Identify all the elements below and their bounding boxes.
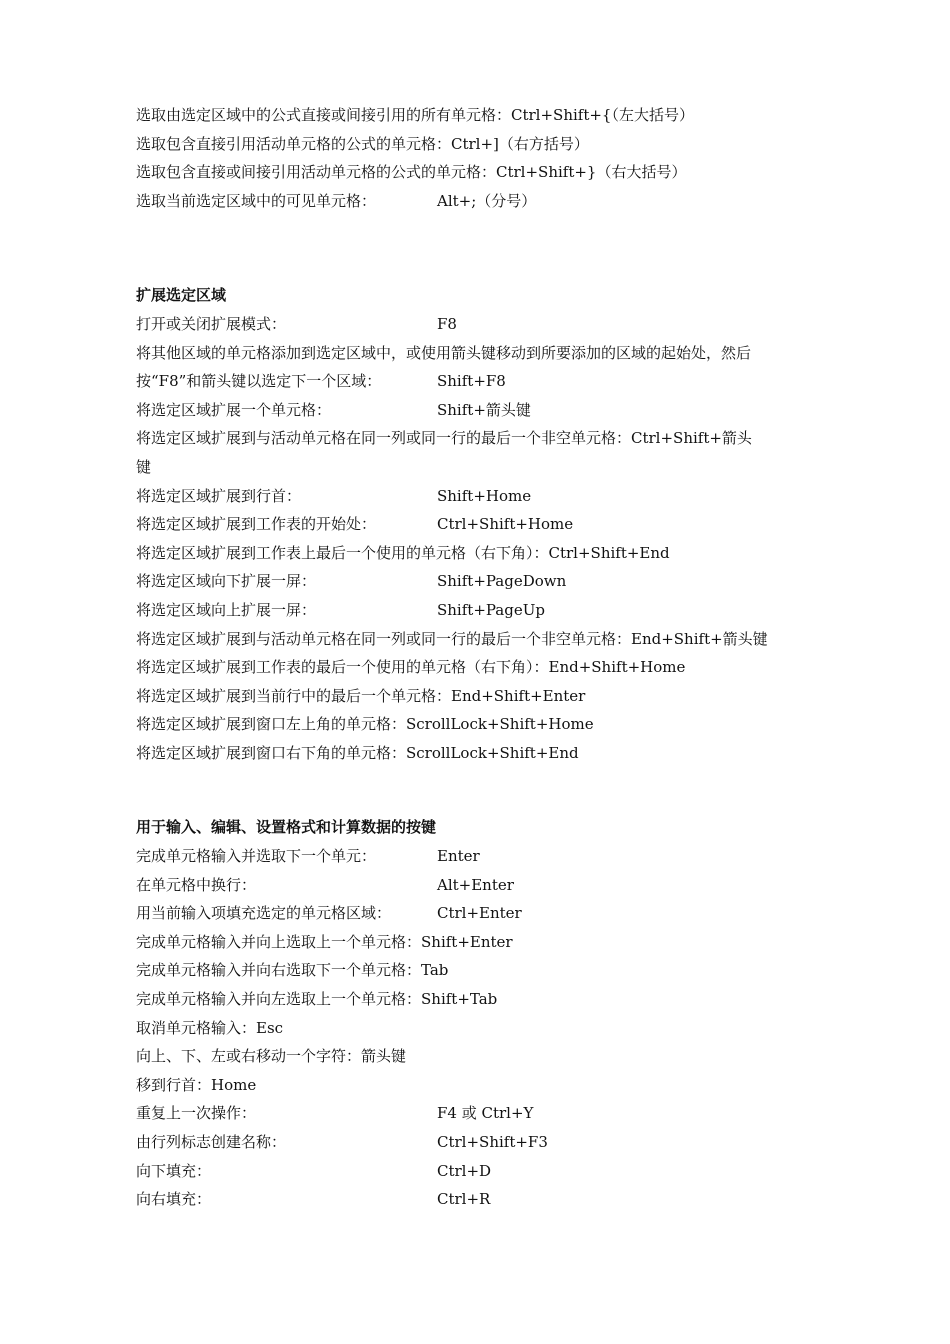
shortcut-label: 将选定区域扩展到工作表的开始处： bbox=[136, 515, 377, 534]
text-line: 向上、下、左或右移动一个字符：箭头键 bbox=[136, 1047, 407, 1066]
shortcut-label: 将选定区域向上扩展一屏： bbox=[136, 600, 317, 619]
shortcut-row bbox=[136, 482, 836, 511]
shortcut-key: Ctrl+Enter bbox=[437, 904, 522, 923]
shortcut-key: Ctrl+R bbox=[437, 1190, 491, 1209]
text-line: 选取包含直接引用活动单元格的公式的单元格：Ctrl+]（右方括号） bbox=[136, 134, 589, 153]
section-heading: 用于输入、编辑、设置格式和计算数据的按键 bbox=[136, 818, 437, 837]
text-line: 将选定区域扩展到与活动单元格在同一列或同一行的最后一个非空单元格：End+Shift+箭头键 bbox=[136, 629, 768, 648]
shortcut-row bbox=[136, 367, 836, 396]
shortcut-key: Shift+Home bbox=[437, 486, 532, 505]
text-line: 将选定区域扩展到窗口左上角的单元格：ScrollLock+Shift+Home bbox=[136, 715, 594, 734]
section-spacer bbox=[136, 215, 836, 281]
shortcut-label: 打开或关闭扩展模式： bbox=[136, 314, 287, 333]
shortcut-label: 向右填充： bbox=[136, 1190, 212, 1209]
section-spacer bbox=[136, 767, 836, 813]
shortcut-row bbox=[136, 396, 836, 425]
text-line: 将选定区域扩展到与活动单元格在同一列或同一行的最后一个非空单元格：Ctrl+Shift+箭头 bbox=[136, 429, 752, 448]
shortcut-row bbox=[136, 310, 836, 339]
shortcut-key: Shift+PageUp bbox=[437, 600, 545, 619]
text-line: 完成单元格输入并向上选取上一个单元格：Shift+Enter bbox=[136, 932, 513, 951]
shortcut-label: 完成单元格输入并选取下一个单元： bbox=[136, 847, 377, 866]
document-page bbox=[136, 101, 836, 1214]
shortcut-key: Ctrl+D bbox=[437, 1161, 492, 1180]
shortcut-key: Ctrl+Shift+F3 bbox=[437, 1133, 548, 1151]
shortcut-row bbox=[136, 1157, 836, 1186]
shortcut-label: 选取当前选定区域中的可见单元格： bbox=[136, 191, 377, 210]
shortcut-row bbox=[136, 510, 836, 539]
shortcut-label: 重复上一次操作： bbox=[136, 1104, 257, 1123]
text-line: 完成单元格输入并向右选取下一个单元格：Tab bbox=[136, 961, 449, 980]
shortcut-key: Ctrl+Shift+Home bbox=[437, 515, 574, 534]
shortcut-label: 由行列标志创建名称： bbox=[136, 1133, 287, 1151]
text-line: 选取包含直接或间接引用活动单元格的公式的单元格：Ctrl+Shift+}（右大括号） bbox=[136, 163, 687, 182]
text-line: 将选定区域扩展到工作表上最后一个使用的单元格（右下角）：Ctrl+Shift+End bbox=[136, 543, 670, 562]
text-line: 取消单元格输入：Esc bbox=[136, 1018, 284, 1037]
text-line: 移到行首：Home bbox=[136, 1075, 257, 1094]
shortcut-row bbox=[136, 1128, 836, 1157]
shortcut-label: 向下填充： bbox=[136, 1161, 212, 1180]
shortcut-row bbox=[136, 899, 836, 928]
shortcut-label: 按“F8”和箭头键以选定下一个区域： bbox=[136, 372, 382, 391]
shortcut-row bbox=[136, 596, 836, 625]
shortcut-key: F4 或 Ctrl+Y bbox=[437, 1104, 534, 1123]
shortcut-row bbox=[136, 187, 836, 216]
text-line: 将其他区域的单元格添加到选定区域中，或使用箭头键移动到所要添加的区域的起始处，然后 bbox=[136, 343, 752, 362]
text-line: 将选定区域扩展到工作表的最后一个使用的单元格（右下角）：End+Shift+Home bbox=[136, 658, 686, 677]
shortcut-label: 将选定区域扩展到行首： bbox=[136, 486, 302, 505]
shortcut-key: Alt+Enter bbox=[437, 875, 514, 894]
shortcut-row bbox=[136, 567, 836, 596]
shortcut-row bbox=[136, 1185, 836, 1214]
text-line: 完成单元格输入并向左选取上一个单元格：Shift+Tab bbox=[136, 990, 498, 1009]
section-heading: 扩展选定区域 bbox=[136, 286, 227, 305]
shortcut-key: Shift+PageDown bbox=[437, 572, 567, 591]
shortcut-key: Enter bbox=[437, 847, 480, 866]
shortcut-row bbox=[136, 1099, 836, 1128]
shortcut-label: 将选定区域扩展一个单元格： bbox=[136, 400, 332, 419]
shortcut-row bbox=[136, 842, 836, 871]
shortcut-row bbox=[136, 871, 836, 900]
text-line: 选取由选定区域中的公式直接或间接引用的所有单元格：Ctrl+Shift+{（左大括号） bbox=[136, 106, 694, 124]
shortcut-label: 用当前输入项填充选定的单元格区域： bbox=[136, 904, 392, 923]
text-line: 键 bbox=[136, 457, 152, 476]
shortcut-key: Shift+箭头键 bbox=[437, 400, 531, 419]
shortcut-label: 在单元格中换行： bbox=[136, 875, 257, 894]
text-line: 将选定区域扩展到当前行中的最后一个单元格：End+Shift+Enter bbox=[136, 686, 586, 705]
shortcut-key: Shift+F8 bbox=[437, 372, 506, 391]
shortcut-key: F8 bbox=[437, 314, 457, 333]
shortcut-key: Alt+;（分号） bbox=[437, 191, 537, 210]
shortcut-label: 将选定区域向下扩展一屏： bbox=[136, 572, 317, 591]
text-line: 将选定区域扩展到窗口右下角的单元格：ScrollLock+Shift+End bbox=[136, 743, 579, 762]
